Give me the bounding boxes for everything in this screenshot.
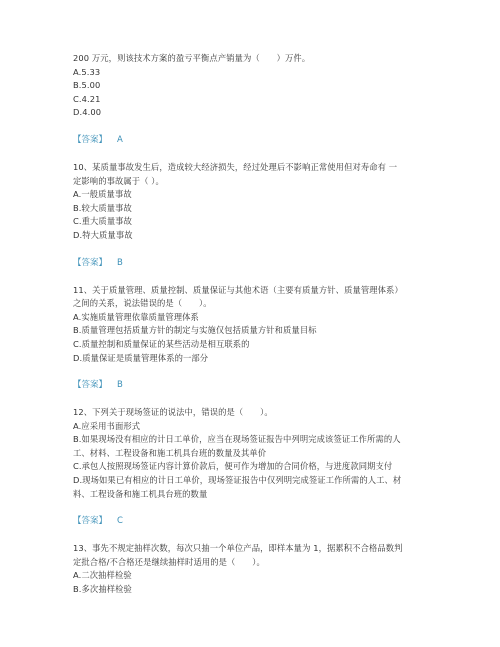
option-b: B.质量管理包括质量方针的制定与实施仅包括质量方针和质量目标 (73, 325, 317, 336)
answer-label: 【答案】 (73, 134, 108, 145)
question-stem-line: 11、关于质量管理、质量控制、质量保证与其他术语（主要有质量方针、质量管理体系） (73, 284, 403, 295)
option-b: B.较大质量事故 (73, 202, 132, 213)
question-stem-line: 13、事先不规定抽样次数，每次只抽一个单位产品，即样本量为 1，据累积不合格品数判 (73, 543, 403, 554)
answer-line (73, 514, 433, 528)
answer-line (73, 133, 433, 147)
question-12 (73, 406, 433, 528)
option-a: A.5.33 (73, 66, 101, 77)
question-stem: 200 万元，则该技术方案的盈亏平衡点产销量为（ ）万件。 (73, 53, 311, 63)
option-a: A.二次抽样检验 (73, 570, 132, 581)
option-d: D.特大质量事故 (73, 229, 133, 240)
answer-line (73, 256, 433, 270)
option-c: C.承包人按照现场签证内容计算价款后，便可作为增加的合同价格，与进度款同期支付 (73, 461, 393, 472)
answer-line (73, 378, 433, 392)
option-d: D.4.00 (73, 107, 102, 118)
option-a: A.应采用书面形式 (73, 420, 141, 431)
question-13 (73, 542, 433, 596)
document-page (73, 52, 433, 597)
question-11 (73, 284, 433, 393)
option-c: C.重大质量事故 (73, 216, 133, 227)
answer-value: B (117, 380, 123, 391)
question-stem-line: 之间的关系，说法错误的是（ ）。 (73, 298, 212, 309)
option-b: B.如果现场没有相应的计日工单价，应当在现场签证报告中列明完成该签证工作所需的人 (73, 434, 401, 445)
question-stem-line: 定批合格/不合格还是继续抽样时适用的是（ ）。 (73, 556, 265, 567)
option-d: D.质量保证是质量管理体系的一部分 (73, 352, 209, 363)
option-b-continued: 工、材料、工程设备和施工机具台班的数量及其单价 (73, 447, 267, 458)
question-9-continuation (73, 52, 433, 147)
question-10 (73, 161, 433, 270)
option-b: B.多次抽样检验 (73, 584, 132, 595)
answer-label: 【答案】 (73, 380, 108, 391)
option-d: D.现场如果已有相应的计日工单价，现场签证报告中仅列明完成签证工作所需的人工、材 (73, 475, 402, 486)
option-b: B.5.00 (73, 80, 101, 91)
question-stem-line: 定影响的事故属于（ ）。 (73, 175, 164, 186)
answer-label: 【答案】 (73, 516, 108, 527)
answer-label: 【答案】 (73, 257, 108, 268)
question-stem-line: 10、某质量事故发生后，造成较大经济损失，经过处理后不影响正常使用但对寿命有 一 (73, 161, 398, 172)
answer-value: C (117, 516, 123, 527)
answer-value: A (117, 134, 123, 145)
option-d-continued: 料、工程设备和施工机具台班的数量 (73, 488, 208, 499)
option-a: A.实施质量管理依靠质量管理体系 (73, 311, 199, 322)
option-c: C.4.21 (73, 93, 101, 104)
answer-value: B (117, 257, 123, 268)
question-stem-line: 12、下列关于现场签证的说法中，错误的是（ ）。 (73, 407, 273, 418)
option-a: A.一般质量事故 (73, 189, 132, 200)
option-c: C.质量控制和质量保证的某些活动是相互联系的 (73, 338, 250, 349)
